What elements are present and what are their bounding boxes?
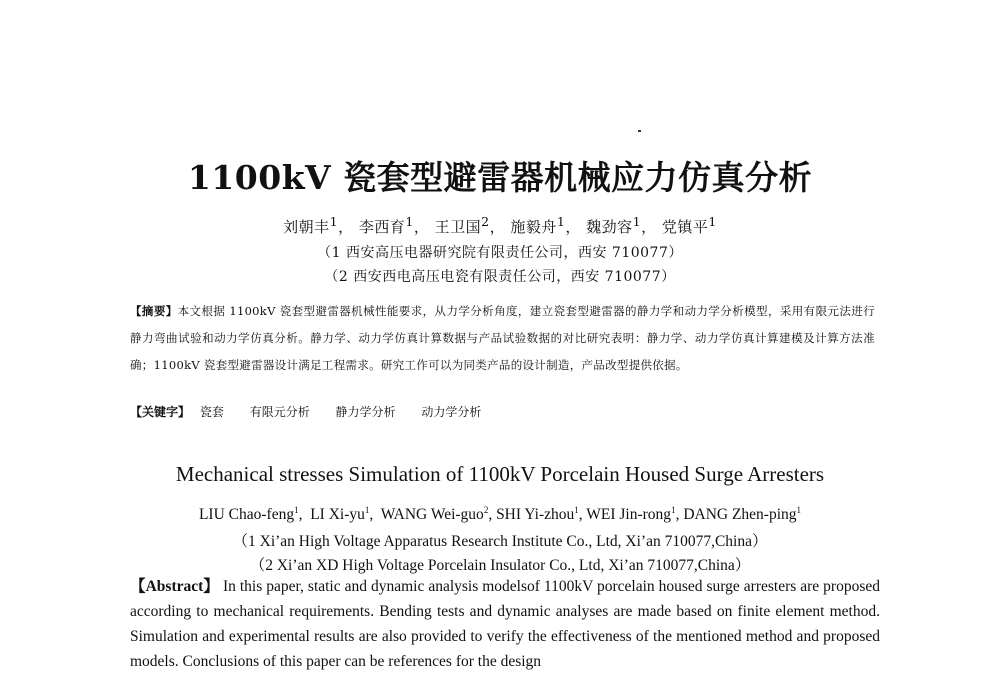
cn-author: 王卫国$^2$ <box>434 214 490 236</box>
en-affiliation-2: （2 Xi’an XD High Voltage Porcelain Insulator Co., Ltd, Xi’an 710077,China） <box>249 557 751 574</box>
cn-keyword: 动力学分析 <box>421 405 482 419</box>
en-paper-title: Mechanical stresses Simulation of 1100kV Porcelain Housed Surge Arresters <box>175 462 825 486</box>
cn-abstract <box>130 298 875 379</box>
cn-author-list: 刘朝丰$^1$， 李西育$^1$， 王卫国$^2$， 施毅舟$^1$， 魏劲容$^1$， 党镇平$^1$ <box>283 214 717 236</box>
cn-keyword: 静力学分析 <box>335 405 396 419</box>
en-author: SHI Yi-zhou$^1$ <box>496 505 579 524</box>
paper-title: 1100kV 瓷套型避雷器机械应力仿真分析 <box>187 158 813 197</box>
cn-abstract-label: 【摘要】 <box>130 304 178 318</box>
cn-author: 施毅舟$^1$ <box>510 214 566 236</box>
cn-author: 刘朝丰$^1$ <box>283 214 339 236</box>
en-abstract <box>130 574 880 674</box>
en-author-list: LIU Chao-feng$^1$, LI $Xi-yu^1$, WANG Wei-guo$^2$, SHI Yi-zhou$^1$, WEI Jin-rong$^1$, DANG Zhen-ping$^1$ <box>198 505 802 524</box>
cn-keyword: 瓷套 <box>199 405 224 419</box>
en-affiliation-1: （1 Xi’an High Voltage Apparatus Research Institute Co., Ltd, Xi’an 710077,China） <box>232 533 768 550</box>
cn-abstract-text: 本文根据 1100kV 瓷套型避雷器机械性能要求，从力学分析角度，建立瓷套型避雷器的静力学和动力学分析模型，采用有限元法进行静力弯曲试验和动力学仿真分析。静力学、动力学仿真计算数据与产品试验数据的对比研究表明：静力学、动力学仿真计算建模及计算方法准确；1100kV 瓷套型避雷器设计满足工程需求。研究工作可以为同类产品的设计制造，产品改型提供依据。 <box>130 304 875 372</box>
cn-author: 李西育$^1$ <box>358 214 414 236</box>
en-author: LIU Chao-feng$^1$ <box>198 505 299 524</box>
en-abstract-label: 【Abstract】 <box>130 578 219 595</box>
cn-affiliation-2: （2 西安西电高压电瓷有限责任公司，西安 710077） <box>324 269 676 285</box>
en-author: LI $Xi-yu^1$ <box>310 505 370 524</box>
cn-author: 魏劲容$^1$ <box>586 214 642 236</box>
cn-affiliation-1: （1 西安高压电器研究院有限责任公司，西安 710077） <box>317 245 683 261</box>
cn-keyword: 有限元分析 <box>249 405 310 419</box>
en-abstract-text: In this paper, static and dynamic analysis modelsof 1100kV porcelain housed surge arresters are proposed according to mechanical requirements. Bending tests and dynamic analyses are made based on finite element method. Simulation and experimental results are also provided to verify the effectiveness of the mentioned method and proposed models. Conclusions of this paper can be references for the design <box>130 578 880 670</box>
scan-speck <box>638 130 641 132</box>
en-author: WEI Jin-rong$^1$ <box>586 505 676 524</box>
en-author: WANG Wei-guo$^2$ <box>380 505 489 524</box>
cn-keywords <box>130 403 503 420</box>
cn-keywords-label: 【关键字】 <box>130 405 191 419</box>
en-author: DANG Zhen-ping$^1$ <box>683 505 802 524</box>
cn-author: 党镇平$^1$ <box>661 214 717 236</box>
